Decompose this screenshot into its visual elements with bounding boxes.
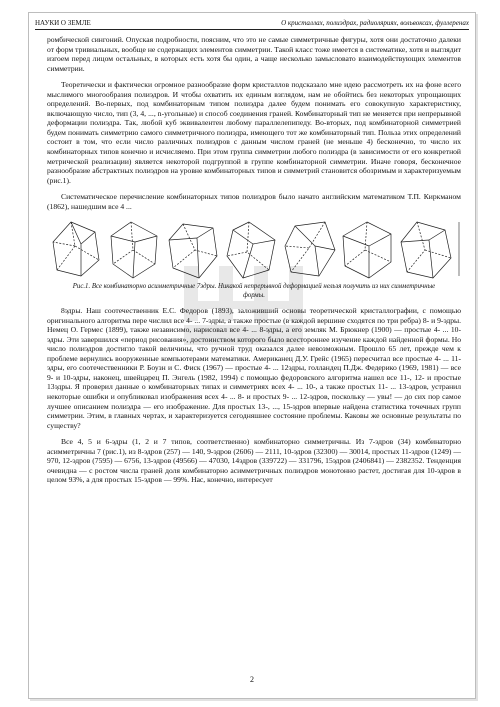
polyhedron-drawing: [169, 224, 217, 278]
document-page: [28, 12, 476, 699]
header-article-title: О кристаллах, полиэдрах, радиоляриях, вольвоксах, фуллеренах: [281, 19, 469, 27]
header-section-title: НАУКИ О ЗЕМЛЕ: [35, 19, 91, 27]
figure-asymmetric-heptahedra: [47, 216, 461, 280]
figure-caption: Рис.1. Все комбинаторно асимметричные 7эдры. Никакой непрерывной деформацией нельзя получить из них симметричные формы.: [72, 283, 436, 299]
polyhedra-illustration: [47, 216, 461, 280]
paragraph: ромбической сингоний. Опуская подробности, поясним, что это не самые симметричные фигуры, хотя они достаточно далеки от форм тривиальных, вообще не содержащих элементов симметрии. Такой класс тоже имеется в систематике, хотя и выглядит изгоем перед лицом остальных, в которых есть хотя бы один, а чаще несколько замысловато взаимодействующих элементов симметрии.: [47, 35, 461, 73]
article-body: [47, 35, 461, 485]
paragraph: 8эдры. Наш соотечественник Е.С. Федоров (1893), заложивший основы теоретической кристаллографии, с помощью оригинального алгоритма пере числил все 4- ... 7-эдры, а также простые (в каждой вершине сходятся по три ребра) 8- и 9-эдры. Немец О. Гермес (1899), также независимо, нарисовал все 4- ... 8-эдры, а его земляк М. Брюкнер (1900) — простые 4- ... 10-эдры. Эти завершился «период рисования», достоинством которого было всестороннее изучение каждой найденной формы. Но число полиэдров достигло такой величины, что ручной труд оказался далее невозможным. Прошло 65 лет, прежде чем к проблеме вернулись вооруженные компьютерами математики. Американец Д.У. Грейс (1965) пересчитал все простые 4- ... 11-эдры, его соотечественники Р. Боузн и С. Фиск (1967) — простые 4- ... 12эдры, голландец П.Дж. Федерико (1969, 1981) — все 9- и 10-эдры, наконец, швейцарец П. Энгель (1982, 1994) с помощью федоровского алгоритма нашел все 11-, 12- и простые 13эдры. Я проверил данные о комбинаторных типах и симметриях всех 4- ... 10-, а также простых 11- ... 13-эдров, устранил некоторые ошибки и опубликовал изображения всех 4- ... 8- и простых 9- ... 12-эдров, поскольку — увы! — до сих пор самое лучшее описанием полиэдра — его изображение. Для простых 13-, ..., 15-эдров впервые найдена статистика точечных групп симметрии. Этим, в главных чертах, и характеризуется сегодняшнее состояние проблемы. Каковы же основные результаты по существу?: [47, 306, 461, 430]
polyhedron-drawing: [111, 222, 157, 278]
page-number: 2: [250, 675, 254, 684]
polyhedron-drawing: [343, 222, 391, 278]
paragraph: Теоретически и фактически огромное разнообразие форм кристаллов подсказало мне идею рассмотреть их на фоне всего мыслимого многообразия полиэдров. И чтобы охватить их единым взглядом, нам не обойтись без некоторых упрощающих определений. Во-первых, под комбинаторным типом полиэдра далее будем понимать его совокупную характеристику, включающую число, тип (3, 4, ..., n-угольные) и способ соединения граней. Комбинаторный тип не меняется при непрерывной деформации полиэдра. Так, любой куб эквивалентен любому параллелепипеду. Во-вторых, под комбинаторной симметрией будем понимать симметрию самого симметричного полиэдра, имеющего тот же комбинаторный тип. Польза этих определений состоит в том, что если число различных полиэдров с данным числом граней (не меньше 4) бесконечно, то число их комбинаторных типов конечно и исчисляемо. При этом группа симметрии любого полиэдра (в зависимости от его конкретной метрической реализации) является некоторой подгруппой в группе комбинаторной симметрии. Иначе говоря, бесконечное разнообразие абстрактных полиэдров на уровне комбинаторных типов и симметрий становится обозримым и характеризуемым (рис.1).: [47, 80, 461, 185]
running-header: [35, 18, 469, 30]
paragraph: Систематическое перечисление комбинаторных типов полиэдров было начато английским математиком Т.П. Киркманом (1862), нашедшим все 4 ...: [47, 192, 461, 211]
polyhedron-drawing: [401, 222, 451, 278]
polyhedron-drawing: [285, 222, 335, 276]
polyhedron-drawing: [53, 222, 99, 276]
polyhedron-drawing: [227, 222, 275, 278]
paragraph: Все 4, 5 и 6-эдры (1, 2 и 7 типов, соответственно) комбинаторно симметричны. Из 7-эдров (34) комбинаторно асимметричны 7 (рис.1), из 8-эдров (257) — 140, 9-эдров (2606) — 2111, 10-эдров (32300) — 30014, простых 11-эдров (1249) — 970, 12-эдров (7595) — 6756, 13-эдров (49566) — 47030, 14эдров (339722) — 331796, 15эдров (2406841) — 2382352. Тенденция очевидна — с ростом числа граней доля комбинаторно асимметричных полиэдров монотонно растет, достигая для 10-эдров в целом 93%, а для простых 15-эдров — 99%. Нас, конечно, интересует: [47, 437, 461, 485]
